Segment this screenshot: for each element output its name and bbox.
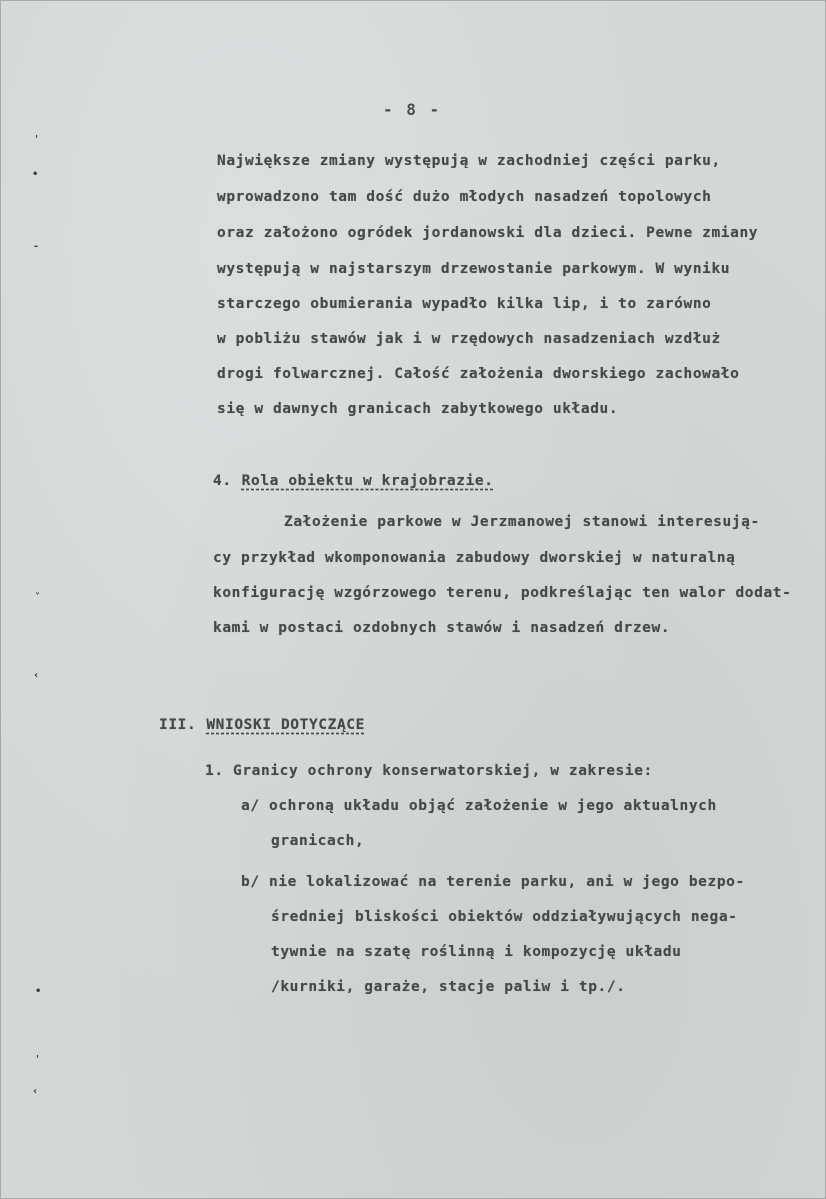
- paragraph-line: wprowadzono tam dość dużo młodych nasadzeń topolowych: [217, 189, 712, 205]
- list-item-continuation: tywnie na szatę roślinną i kompozycję układu: [271, 944, 682, 960]
- paragraph-line: drogi folwarcznej. Całość założenia dworskiego zachowało: [217, 366, 740, 382]
- section-heading: [213, 473, 494, 489]
- list-item-text: Granicy ochrony konserwatorskiej, w zakresie:: [233, 763, 653, 779]
- list-item: a/ ochroną układu objąć założenie w jego aktualnych: [241, 798, 717, 814]
- margin-mark: ‹: [33, 1086, 38, 1097]
- section-heading: [159, 717, 365, 733]
- margin-mark: ': [35, 134, 39, 145]
- list-item-continuation: granicach,: [271, 833, 365, 849]
- paragraph-line: Największe zmiany występują w zachodniej części parku,: [217, 153, 721, 169]
- paragraph-line: występują w najstarszym drzewostanie parkowym. W wyniku: [217, 261, 731, 277]
- list-item: [205, 763, 653, 779]
- margin-mark: ': [36, 1054, 40, 1065]
- paragraph-line: konfigurację wzgórzowego terenu, podkreślając ten walor dodat-: [213, 585, 792, 601]
- list-item-continuation: średniej bliskości obiektów oddziaływujących nega-: [271, 909, 738, 925]
- paragraph-line: cy przykład wkomponowania zabudowy dworskiej w naturalną: [213, 550, 736, 566]
- list-item: b/ nie lokalizować na terenie parku, ani w jego bezpo-: [241, 874, 745, 890]
- paragraph-line: Założenie parkowe w Jerzmanowej stanowi interesują-: [284, 514, 760, 530]
- margin-mark: •: [32, 169, 39, 180]
- page-number: - 8 -: [383, 100, 442, 119]
- section-title: Rola obiektu w krajobrazie.: [241, 473, 494, 489]
- paragraph-line: w pobliżu stawów jak i w rzędowych nasadzeniach wzdłuż: [217, 331, 721, 347]
- paragraph-line: oraz założono ogródek jordanowski dla dzieci. Pewne zmiany: [217, 225, 759, 241]
- margin-mark: -: [34, 241, 39, 252]
- margin-mark: •: [35, 986, 42, 997]
- list-item-number: 1.: [205, 763, 224, 779]
- section-number: 4.: [213, 473, 232, 489]
- section-title: WNIOSKI DOTYCZĄCE: [206, 717, 365, 733]
- paragraph-line: kami w postaci ozdobnych stawów i nasadzeń drzew.: [213, 620, 671, 636]
- paragraph-line: starczego obumierania wypadło kilka lip, i to zarówno: [217, 296, 712, 312]
- section-number: III.: [159, 717, 197, 733]
- list-item-continuation: /kurniki, garaże, stacje paliw i tp./.: [271, 979, 626, 995]
- margin-mark: ˅: [35, 592, 40, 603]
- paragraph-line: się w dawnych granicach zabytkowego układu.: [217, 401, 619, 417]
- margin-mark: ‹: [34, 670, 39, 681]
